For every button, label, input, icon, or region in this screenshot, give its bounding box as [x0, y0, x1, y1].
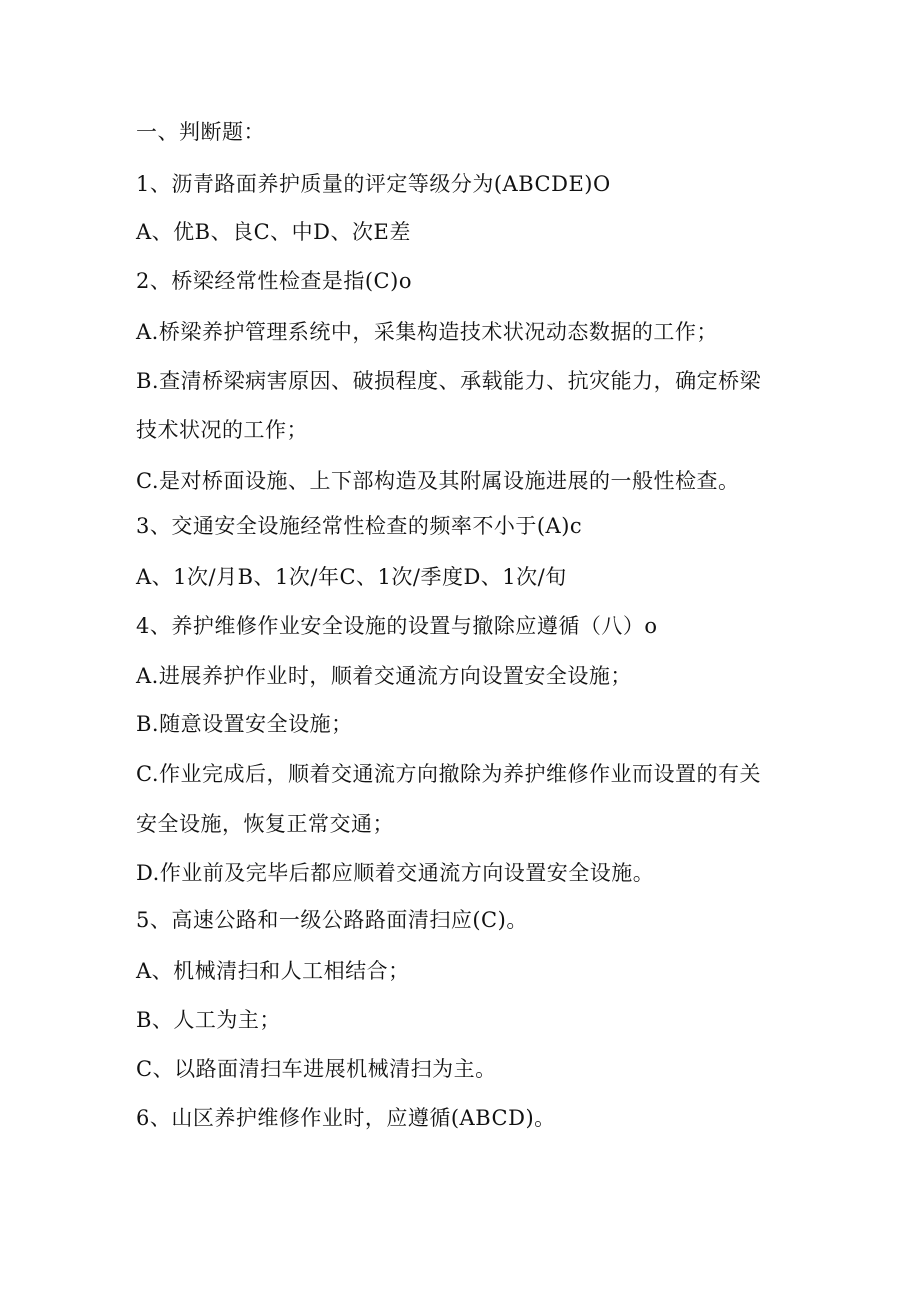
- question-2-option-a: A.桥梁养护管理系统中，采集构造技术状况动态数据的工作；: [136, 320, 718, 344]
- question-4-option-a: A.进展养护作业时，顺着交通流方向设置安全设施；: [136, 664, 632, 688]
- question-5-option-c: C、以路面清扫车进展机械清扫为主。: [136, 1057, 497, 1081]
- question-5: 5、高速公路和一级公路路面清扫应(C)。: [136, 908, 528, 932]
- question-6: 6、山区养护维修作业时，应遵循(ABCD)。: [136, 1106, 556, 1130]
- question-2-option-b: B.查清桥梁病害原因、破损程度、承载能力、抗灾能力，确定桥梁: [136, 369, 762, 393]
- question-5-option-a: A、机械清扫和人工相结合；: [136, 959, 410, 983]
- question-4-option-d: D.作业前及完毕后都应顺着交通流方向设置安全设施。: [136, 861, 655, 885]
- question-4-option-b: B.随意设置安全设施；: [136, 712, 353, 736]
- question-4-option-c-cont: 安全设施，恢复正常交通；: [136, 812, 394, 836]
- section-heading: 一、判断题：: [136, 120, 265, 144]
- question-4-option-c: C.作业完成后，顺着交通流方向撤除为养护维修作业而设置的有关: [136, 762, 761, 786]
- question-4: 4、养护维修作业安全设施的设置与撤除应遵循（八）o: [136, 614, 658, 638]
- question-2-option-c: C.是对桥面设施、上下部构造及其附属设施进展的一般性检查。: [136, 469, 740, 493]
- question-3-options: A、1次/月B、1次/年C、1次/季度D、1次/旬: [136, 565, 567, 589]
- question-2: 2、桥梁经常性检查是指(C)o: [136, 269, 412, 293]
- question-1-options: A、优B、良C、中D、次E差: [136, 220, 411, 244]
- question-5-option-b: B、人工为主；: [136, 1008, 281, 1032]
- question-3: 3、交通安全设施经常性检查的频率不小于(A)c: [136, 514, 583, 538]
- question-2-option-b-cont: 技术状况的工作；: [136, 418, 308, 442]
- question-1: 1、沥青路面养护质量的评定等级分为(ABCDE)O: [136, 172, 611, 196]
